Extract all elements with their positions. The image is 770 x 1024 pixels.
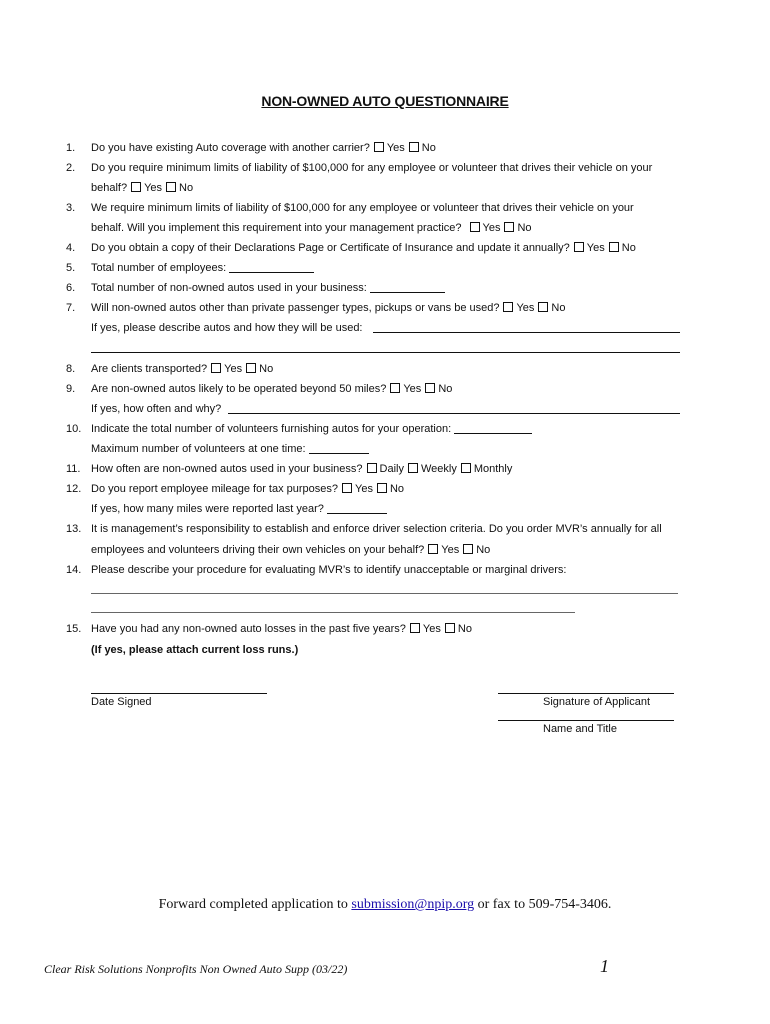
- yes-label: Yes: [386, 142, 405, 154]
- mvr-procedure-field[interactable]: [91, 593, 678, 594]
- no-checkbox[interactable]: [246, 363, 256, 373]
- describe-autos-field[interactable]: [373, 332, 680, 333]
- question-9-line2: [91, 402, 221, 416]
- question-text: Do you require minimum limits of liability of $100,000 for any employee or volunteer that drives their vehicle on your: [91, 162, 653, 174]
- question-text: Do you obtain a copy of their Declarations Page or Certificate of Insurance and update it annually?: [91, 242, 570, 254]
- question-number: 8.: [66, 363, 76, 375]
- question-number: 3.: [66, 202, 76, 214]
- question-number: 4.: [66, 242, 76, 254]
- question-text-cont: If yes, please describe autos and how they will be used:: [91, 322, 363, 334]
- no-checkbox[interactable]: [504, 222, 514, 232]
- yes-checkbox[interactable]: [410, 623, 420, 633]
- question-text: Do you have existing Auto coverage with another carrier?: [91, 142, 370, 154]
- yes-checkbox[interactable]: [470, 222, 480, 232]
- question-number: 14.: [66, 564, 82, 576]
- question-2-line2: [91, 181, 193, 195]
- employees-count-field[interactable]: [229, 262, 314, 273]
- miles-reported-field[interactable]: [327, 503, 387, 514]
- forward-instructions: [0, 897, 770, 913]
- yes-checkbox[interactable]: [374, 142, 384, 152]
- question-text: Are non-owned autos likely to be operated beyond 50 miles?: [91, 383, 387, 395]
- monthly-checkbox[interactable]: [461, 463, 471, 473]
- mvr-procedure-field-line2[interactable]: [91, 612, 575, 613]
- no-label: No: [517, 222, 532, 234]
- how-often-why-field[interactable]: [228, 413, 680, 414]
- yes-checkbox[interactable]: [211, 363, 221, 373]
- no-checkbox[interactable]: [609, 242, 619, 252]
- question-number: 15.: [66, 623, 82, 635]
- no-checkbox[interactable]: [377, 483, 387, 493]
- question-number: 2.: [66, 162, 76, 174]
- yes-checkbox[interactable]: [574, 242, 584, 252]
- signature-label: Signature of Applicant: [543, 696, 651, 708]
- date-signed-line[interactable]: [91, 693, 267, 694]
- signature-line[interactable]: [498, 693, 674, 694]
- question-text-cont: If yes, how many miles were reported last year?: [91, 503, 324, 515]
- yes-label: Yes: [482, 222, 501, 234]
- question-number: 1.: [66, 142, 76, 154]
- volunteers-max-field[interactable]: [309, 443, 369, 454]
- question-text-cont: Maximum number of volunteers at one time:: [91, 443, 306, 455]
- loss-runs-note: (If yes, please attach current loss runs.): [91, 644, 299, 656]
- no-label: No: [259, 363, 274, 375]
- question-text: Have you had any non-owned auto losses in the past five years?: [91, 623, 406, 635]
- autos-count-field[interactable]: [370, 282, 445, 293]
- question-text: How often are non-owned autos used in your business?: [91, 463, 363, 475]
- question-text: Do you report employee mileage for tax purposes?: [91, 483, 339, 495]
- question-text: Total number of employees:: [91, 262, 227, 274]
- question-number: 7.: [66, 302, 76, 314]
- form-title: NON-OWNED AUTO QUESTIONNAIRE: [261, 93, 509, 109]
- yes-checkbox[interactable]: [503, 302, 513, 312]
- no-label: No: [476, 544, 491, 556]
- no-checkbox[interactable]: [425, 383, 435, 393]
- question-number: 6.: [66, 282, 76, 294]
- yes-checkbox[interactable]: [390, 383, 400, 393]
- yes-label: Yes: [224, 363, 243, 375]
- question-number: 9.: [66, 383, 76, 395]
- question-number: 5.: [66, 262, 76, 274]
- name-title-label: Name and Title: [543, 723, 617, 735]
- question-text: Are clients transported?: [91, 363, 208, 375]
- yes-label: Yes: [355, 483, 373, 495]
- question-3-line2: [91, 221, 532, 235]
- date-signed-label: Date Signed: [91, 696, 152, 708]
- no-checkbox[interactable]: [445, 623, 455, 633]
- yes-label: Yes: [144, 182, 163, 194]
- no-checkbox[interactable]: [463, 544, 473, 554]
- no-label: No: [179, 182, 194, 194]
- question-text: Please describe your procedure for evaluating MVR’s to identify unacceptable or marginal drivers:: [91, 564, 567, 576]
- yes-checkbox[interactable]: [131, 182, 141, 192]
- question-text-cont: behalf?: [91, 182, 128, 194]
- yes-label: Yes: [403, 383, 422, 395]
- question-number: 10.: [66, 423, 82, 435]
- no-label: No: [438, 383, 453, 395]
- question-7-line2: [91, 321, 363, 335]
- question-12-line2: [91, 502, 387, 516]
- footer-text: Clear Risk Solutions Nonprofits Non Owned Auto Supp (03/22): [44, 962, 348, 976]
- describe-autos-field-line2[interactable]: [91, 352, 680, 353]
- no-checkbox[interactable]: [166, 182, 176, 192]
- no-label: No: [621, 242, 636, 254]
- no-label: No: [457, 623, 472, 635]
- no-label: No: [421, 142, 436, 154]
- yes-label: Yes: [422, 623, 441, 635]
- question-number: 12.: [66, 483, 82, 495]
- question-10-line2: [91, 442, 369, 456]
- daily-label: Daily: [379, 463, 404, 475]
- monthly-label: Monthly: [473, 463, 513, 475]
- question-text: It is management’s responsibility to establish and enforce driver selection criteria. Do you order MVR’s annually for all: [91, 523, 662, 535]
- question-text-cont: If yes, how often and why?: [91, 403, 222, 415]
- yes-label: Yes: [586, 242, 605, 254]
- question-text-cont: behalf. Will you implement this requirement into your management practice?: [91, 222, 462, 234]
- no-checkbox[interactable]: [409, 142, 419, 152]
- question-text-cont: employees and volunteers driving their own vehicles on your behalf?: [91, 544, 425, 556]
- volunteers-total-field[interactable]: [454, 423, 532, 434]
- question-text: We require minimum limits of liability of $100,000 for any employee or volunteer that drives their vehicle on your: [91, 202, 634, 214]
- daily-checkbox[interactable]: [367, 463, 377, 473]
- name-title-line[interactable]: [498, 720, 674, 721]
- yes-checkbox[interactable]: [342, 483, 352, 493]
- yes-checkbox[interactable]: [428, 544, 438, 554]
- forward-prefix: Forward completed application to: [158, 897, 348, 912]
- no-label: No: [551, 302, 566, 314]
- question-13-line2: [91, 543, 490, 557]
- question-number: 13.: [66, 523, 82, 535]
- page-number: 1: [600, 956, 609, 976]
- submission-email-link[interactable]: submission@npip.org: [351, 897, 475, 912]
- question-text: Indicate the total number of volunteers furnishing autos for your operation:: [91, 423, 452, 435]
- question-text: Total number of non-owned autos used in your business:: [91, 282, 367, 294]
- no-label: No: [389, 483, 405, 495]
- question-number: 11.: [66, 463, 81, 475]
- yes-label: Yes: [441, 544, 460, 556]
- yes-label: Yes: [516, 302, 535, 314]
- weekly-label: Weekly: [420, 463, 457, 475]
- question-text: Will non-owned autos other than private passenger types, pickups or vans be used?: [91, 302, 500, 314]
- forward-suffix: or fax to 509-754-3406.: [477, 897, 612, 912]
- no-checkbox[interactable]: [538, 302, 548, 312]
- weekly-checkbox[interactable]: [408, 463, 418, 473]
